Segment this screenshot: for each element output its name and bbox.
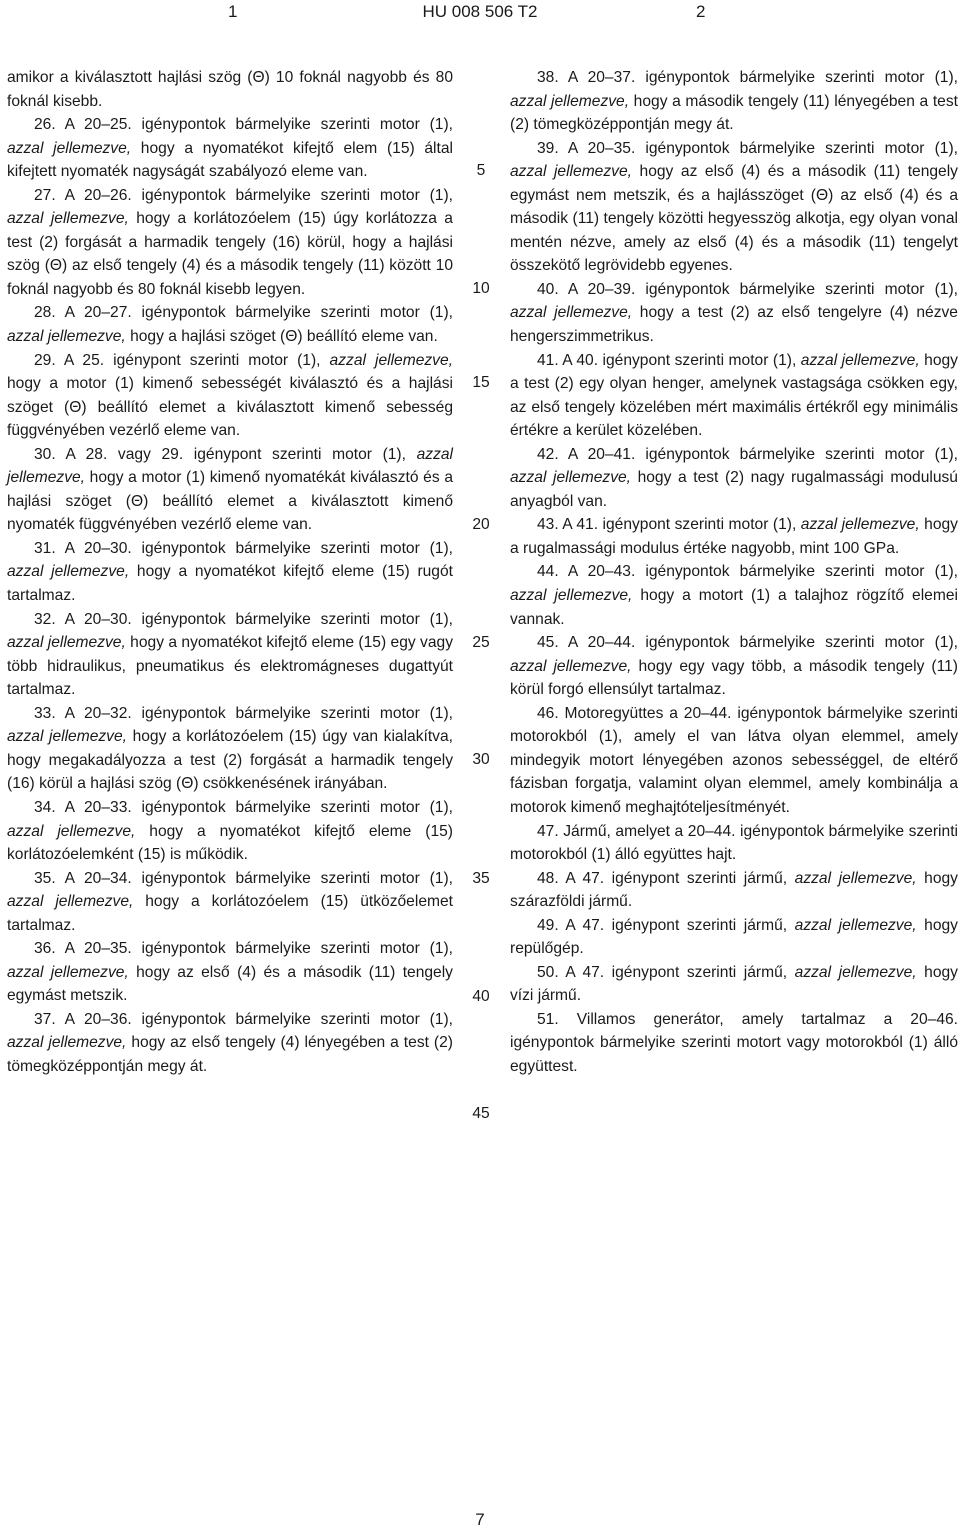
claim-text-lead: 47. Jármű, amelyet a 20–44. igénypontok bármelyike szerinti motorokból (1) álló együttes hajt. — [510, 822, 958, 864]
claim-text-lead: 48. A 47. igénypont szerinti jármű, — [537, 869, 795, 887]
line-number: 35 — [472, 870, 490, 887]
claim-text-lead: 50. A 47. igénypont szerinti jármű, — [537, 963, 795, 981]
claim-text-lead: 31. A 20–30. igénypontok bármelyike szerinti motor (1), — [34, 539, 453, 557]
claim-characterizing-phrase: azzal jellemezve, — [7, 328, 126, 346]
claim-text-tail: hogy szárazföldi jármű. — [510, 869, 958, 911]
claim-text-lead: 51. Villamos generátor, amely tartalmaz a 20–46. igénypontok bármelyike szerinti motort vagy motorokból (1) álló együttest. — [510, 1010, 958, 1075]
claim-paragraph — [7, 443, 453, 537]
claim-paragraph — [7, 113, 453, 184]
claim-text-lead: 42. A 20–41. igénypontok bármelyike szerinti motor (1), — [537, 445, 958, 463]
claim-text-lead: 41. A 40. igénypont szerinti motor (1), — [537, 351, 801, 369]
line-number: 45 — [472, 1105, 490, 1122]
claim-paragraph — [510, 137, 958, 278]
claim-text-tail: hogy a test (2) az első tengelyre (4) nézve hengerszimmetrikus. — [510, 304, 958, 346]
claim-text-lead: 32. A 20–30. igénypontok bármelyike szerinti motor (1), — [34, 610, 453, 628]
claim-paragraph — [510, 1008, 958, 1079]
claim-text-lead: 35. A 20–34. igénypontok bármelyike szerinti motor (1), — [34, 869, 453, 887]
claim-text-tail: hogy a test (2) nagy rugalmassági modulusú anyagból van. — [510, 469, 958, 510]
claim-paragraph — [7, 301, 453, 348]
claim-text-lead: 46. Motoregyüttes a 20–44. igénypontok bármelyike szerinti motorokból (1), amely el van látva olyan elemmel, amely mindegyik motort lényegében azonos sebességgel, de eltérő fázisban forgatja, valamint olyan elemmel, amely kombinálja a motorok kimenő meghajtóteljesítményét. — [510, 704, 958, 816]
claim-characterizing-phrase: azzal jellemezve, — [7, 445, 453, 487]
claim-text-tail: hogy az első tengely (4) lényegében a test (2) tömegközéppontján megy át. — [7, 1034, 453, 1075]
claim-text-tail: hogy a korlátozóelem (15) úgy van kialakítva, hogy megakadályozza a test (2) forgását a harmadik tengely (16) körül a hajlási szög (Θ) csökkenésének irányában. — [7, 728, 453, 793]
claim-text-tail: hogy a motor (1) kimenő sebességét kiválasztó és a hajlási szöget (Θ) beállító elemet a kiválasztott kimenő sebesség függvényében vezérlő eleme van. — [7, 375, 453, 440]
claim-paragraph — [7, 867, 453, 938]
claim-text-tail: hogy a korlátozóelem (15) úgy korlátozza a test (2) forgását a harmadik tengely (16) körül, hogy a hajlási szög (Θ) az első tengely (4) és a második tengely (11) között 10 foknál nagyobb és 80 foknál kisebb legyen. — [7, 210, 453, 298]
claim-characterizing-phrase: azzal jellemezve, — [510, 304, 633, 322]
claim-characterizing-phrase: azzal jellemezve, — [510, 92, 630, 110]
claim-characterizing-phrase: azzal jellemezve, — [510, 587, 633, 605]
claim-text-lead: 45. A 20–44. igénypontok bármelyike szerinti motor (1), — [537, 634, 958, 652]
claim-characterizing-phrase: azzal jellemezve, — [7, 634, 126, 652]
left-claims-column — [7, 66, 453, 1079]
claim-text-tail: hogy a nyomatékot kifejtő eleme (15) korlátozóelemként (15) is működik. — [7, 822, 453, 864]
claim-paragraph — [510, 914, 958, 961]
claim-text-lead: 27. A 20–26. igénypontok bármelyike szerinti motor (1), — [34, 186, 453, 204]
claim-paragraph — [7, 537, 453, 608]
claim-continuation — [7, 66, 453, 113]
claim-paragraph — [7, 184, 453, 302]
claim-paragraph — [7, 796, 453, 867]
line-number: 5 — [476, 162, 486, 179]
claim-text-lead: 36. A 20–35. igénypontok bármelyike szerinti motor (1), — [34, 940, 453, 958]
line-number: 15 — [472, 374, 490, 391]
claim-text-tail: hogy a nyomatékot kifejtő elem (15) által kifejtett nyomaték nagyságát szabályozó eleme van. — [7, 139, 453, 181]
claim-text-lead: 40. A 20–39. igénypontok bármelyike szerinti motor (1), — [537, 280, 958, 298]
right-page-number: 2 — [696, 2, 706, 21]
claim-text-lead: 43. A 41. igénypont szerinti motor (1), — [537, 516, 801, 534]
claim-text-tail: hogy a hajlási szöget (Θ) beállító eleme van. — [125, 328, 438, 346]
claim-paragraph — [510, 867, 958, 914]
claim-characterizing-phrase: azzal jellemezve, — [7, 963, 129, 981]
claim-text-lead: 49. A 47. igénypont szerinti jármű, — [537, 916, 795, 934]
line-number: 10 — [472, 280, 490, 297]
claim-text-tail: hogy az első (4) és a második (11) tengely egymást nem metszik, és a hajlásszöget (Θ) az első (4) és a második (11) tengely közötti hegyesszög alkotja, egy olyan vonal mentén nézve, amely az első (4) és a második (11) tengelyt összekötő legrövidebb egyenes. — [510, 163, 958, 275]
claim-text-tail: hogy az első (4) és a második (11) tengely egymást metszik. — [7, 963, 453, 1005]
claim-characterizing-phrase: azzal jellemezve, — [510, 469, 631, 487]
claim-text-lead: 38. A 20–37. igénypontok bármelyike szerinti motor (1), — [537, 69, 958, 86]
claim-characterizing-phrase: azzal jellemezve, — [7, 139, 132, 157]
claim-text-lead: 30. A 28. vagy 29. igénypont szerinti motor (1), — [34, 445, 417, 463]
claim-paragraph — [510, 961, 958, 1008]
claim-text-tail: hogy a korlátozóelem (15) ütközőelemet tartalmaz. — [7, 893, 453, 934]
claim-text-tail: hogy a nyomatékot kifejtő eleme (15) egy vagy több hidraulikus, pneumatikus és elektromágneses dugattyút tartalmaz. — [7, 634, 453, 699]
claim-characterizing-phrase: azzal jellemezve, — [7, 1034, 127, 1052]
claim-text-tail: hogy a rugalmassági modulus értéke nagyobb, mint 100 GPa. — [510, 516, 958, 557]
claim-text-tail: hogy vízi jármű. — [510, 963, 958, 1005]
claim-text-tail: hogy a motor (1) kimenő nyomatékát kiválasztó és a hajlási szöget (Θ) beállító elemet a kiválasztott kimenő nyomaték függvényében vezérlő eleme van. — [7, 469, 453, 534]
claim-paragraph — [510, 513, 958, 560]
claim-text-lead: 33. A 20–32. igénypontok bármelyike szerinti motor (1), — [34, 704, 453, 722]
claim-characterizing-phrase: azzal jellemezve, — [329, 351, 453, 369]
claim-paragraph — [510, 349, 958, 443]
page-footer-number: 7 — [475, 1510, 485, 1529]
claim-characterizing-phrase: azzal jellemezve, — [7, 210, 129, 228]
left-page-number: 1 — [228, 2, 238, 21]
claim-paragraph — [510, 631, 958, 702]
claim-text-tail: hogy a test (2) egy olyan henger, amelynek vastagsága csökken egy, az első tengely közelében mért maximális értékről egy minimális értékre a kerület közelében. — [510, 351, 958, 440]
claim-text-lead: 29. A 25. igénypont szerinti motor (1), — [34, 351, 330, 369]
claim-text-lead: 34. A 20–33. igénypontok bármelyike szerinti motor (1), — [34, 798, 453, 816]
claim-text-lead: 28. A 20–27. igénypontok bármelyike szerinti motor (1), — [34, 304, 453, 322]
claim-text-tail: hogy a motort (1) a talajhoz rögzítő elemei vannak. — [510, 587, 958, 628]
claim-characterizing-phrase: azzal jellemezve, — [7, 893, 134, 911]
claim-characterizing-phrase: azzal jellemezve, — [800, 516, 920, 534]
claim-text-lead: 37. A 20–36. igénypontok bármelyike szerinti motor (1), — [34, 1010, 453, 1028]
claim-text-tail: hogy a nyomatékot kifejtő eleme (15) rugót tartalmaz. — [7, 563, 453, 605]
line-number: 40 — [472, 988, 490, 1005]
right-claims-column — [510, 66, 958, 1079]
claim-characterizing-phrase: azzal jellemezve, — [7, 822, 136, 840]
line-number: 30 — [472, 751, 490, 768]
claim-text: amikor a kiválasztott hajlási szög (Θ) 10 foknál nagyobb és 80 foknál kisebb. — [7, 69, 453, 110]
line-number: 25 — [472, 634, 490, 651]
claim-text-lead: 26. A 20–25. igénypontok bármelyike szerinti motor (1), — [34, 116, 453, 134]
claim-paragraph — [510, 443, 958, 514]
claim-characterizing-phrase: azzal jellemezve, — [794, 869, 917, 887]
claim-text-tail: hogy repülőgép. — [510, 916, 958, 958]
claim-paragraph — [7, 349, 453, 443]
claim-paragraph — [7, 937, 453, 1008]
claim-text-lead: 39. A 20–35. igénypontok bármelyike szerinti motor (1), — [537, 139, 958, 157]
claim-paragraph — [510, 820, 958, 867]
claim-text-tail: hogy a második tengely (11) lényegében a test (2) tömegközéppontján megy át. — [510, 92, 958, 134]
claim-characterizing-phrase: azzal jellemezve, — [794, 963, 917, 981]
claim-characterizing-phrase: azzal jellemezve, — [800, 351, 920, 369]
claim-paragraph — [510, 278, 958, 349]
claim-characterizing-phrase: azzal jellemezve, — [7, 728, 127, 746]
claim-paragraph — [510, 702, 958, 820]
claim-characterizing-phrase: azzal jellemezve, — [794, 916, 917, 934]
claim-paragraph — [7, 702, 453, 796]
claim-paragraph — [7, 608, 453, 702]
claim-paragraph — [510, 560, 958, 631]
claim-paragraph — [7, 1008, 453, 1079]
claim-characterizing-phrase: azzal jellemezve, — [510, 657, 632, 675]
claim-characterizing-phrase: azzal jellemezve, — [7, 563, 130, 581]
patent-number: HU 008 506 T2 — [422, 2, 538, 21]
claim-text-tail: hogy egy vagy több, a második tengely (11) körül forgó ellensúlyt tartalmaz. — [510, 657, 958, 699]
claim-text-lead: 44. A 20–43. igénypontok bármelyike szerinti motor (1), — [537, 563, 958, 581]
claim-characterizing-phrase: azzal jellemezve, — [510, 163, 632, 181]
claim-paragraph — [510, 66, 958, 137]
line-number: 20 — [472, 516, 490, 533]
